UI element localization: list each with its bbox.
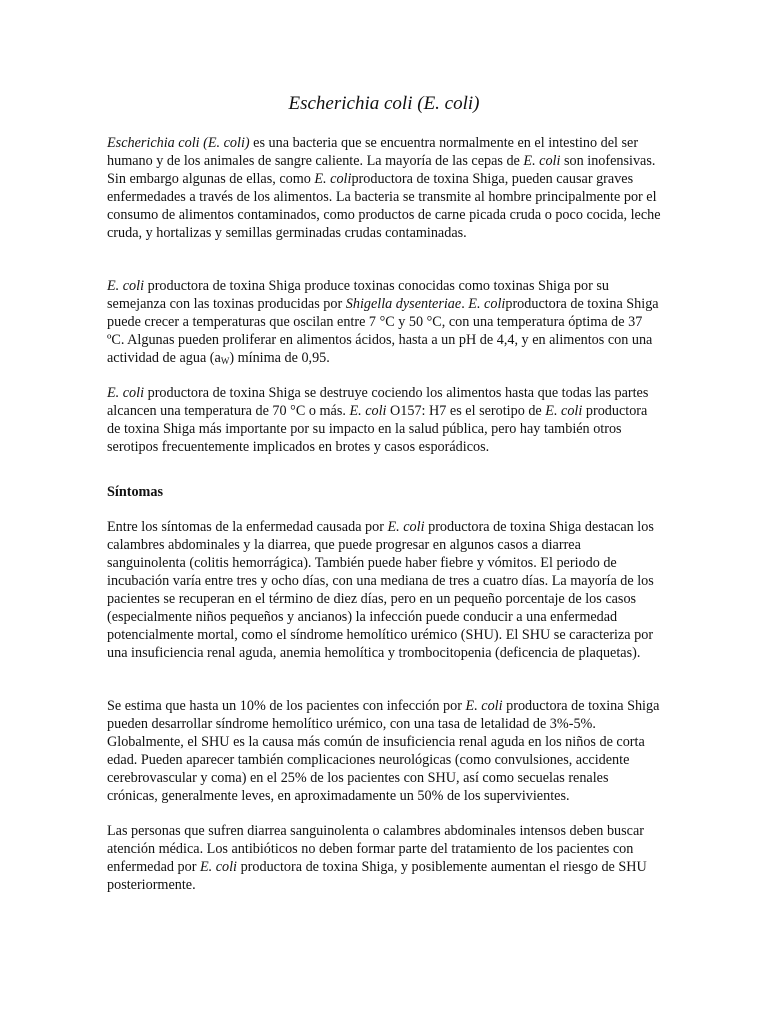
paragraph-treatment [107,822,662,894]
species-name: E. coli [349,403,387,419]
paragraph-cooking [107,384,662,456]
paragraph-text: Las personas que sufren diarrea sanguinolenta o calambres abdominales intensos deben buscar atención médica. Los antibióticos no deben formar parte del tratamiento de los pacientes con enfermedad por [107,823,644,875]
paragraph-text: productora de toxina Shiga puede crecer a temperaturas que oscilan entre 7 °C y 50 °C, con una temperatura óptima de 37 ºC. Algunas pueden proliferar en alimentos ácidos, hasta a un pH de 4,4, y en alimentos con una actividad de agua (a [107,296,659,366]
paragraph-text: productora de toxina Shiga destacan los calambres abdominales y la diarrea, que puede progresar en algunos casos a diarrea sanguinolenta (colitis hemorrágica). También puede haber fiebre y vómitos. El periodo de incubación varía entre tres y ocho días, con una mediana de tres a cuatro días. La mayoría de los pacientes se recuperan en el término de diez días, pero en un pequeño porcentaje de los casos (especialmente niños pequeños y ancianos) la infección puede conducir a una enfermedad potencialmente mortal, como el síndrome hemolítico urémico (SHU). El SHU se caracteriza por una insuficiencia renal aguda, anemia hemolítica y trombocitopenia (deficencia de plaquetas). [107,519,654,661]
species-name: E. coli [107,278,145,294]
species-name: Escherichia coli (E. coli) [107,135,250,151]
species-name: E. coli [465,698,503,714]
paragraph-text: . [461,296,469,312]
section-heading: Síntomas [107,484,163,500]
paragraph-text: productora de toxina Shiga más importante por su impacto en la salud pública, pero hay también otros serotipos frecuentemente implicados en brotes y casos esporádicos. [107,403,648,455]
paragraph-text: O157: H7 es el serotipo de [386,403,546,419]
paragraph-text: productora de toxina Shiga se destruye cociendo los alimentos hasta que todas las partes alcancen una temperatura de 70 °C o más. [107,385,649,419]
species-name: Shigella dysenteriae [345,296,462,312]
paragraph-text: productora de toxina Shiga, y posiblemente aumentan el riesgo de SHU posteriormente. [107,859,647,893]
paragraph-text: productora de toxina Shiga pueden desarrollar síndrome hemolítico urémico, con una tasa de letalidad de 3%-5%. Globalmente, el SHU es la causa más común de insuficiencia renal aguda en los niños de corta edad. Pueden aparecer también complicaciones neurológicas (como convulsiones, accidente cerebrovascular y coma) en el 25% de los pacientes con SHU, así como secuelas renales crónicas, generalmente leves, en aproximadamente un 50% de los supervivientes. [107,698,660,804]
species-name: E. coli [387,519,425,535]
species-name: E. coli [107,385,145,401]
subscript-w: W [220,356,230,366]
species-name: E. coli [468,296,506,312]
species-name: E. coli [199,859,238,875]
paragraph-text: productora de toxina Shiga, pueden causar graves enfermedades a través de los alimentos. La bacteria se transmite al hombre principalmente por el consumo de alimentos contaminados, como productos de carne picada cruda o poco cocida, leche cruda, y hortalizas y semillas germinadas crudas contaminadas. [107,171,661,241]
paragraph-symptoms [107,518,662,662]
paragraph-text: Se estima que hasta un 10% de los pacientes con infección por [107,698,466,714]
document-title: Escherichia coli (E. coli) [288,93,480,114]
paragraph-text: son inofensivas. Sin embargo algunas de ellas, como [107,153,656,187]
paragraph-intro [107,134,662,242]
paragraph-text: ) mínima de 0,95. [229,350,330,366]
paragraph-text: es una bacteria que se encuentra normalmente en el intestino del ser humano y de los animales de sangre caliente. La mayoría de las cepas de [107,135,639,169]
paragraph-text: productora de toxina Shiga produce toxinas conocidas como toxinas Shiga por su semejanza con las toxinas producidas por [107,278,609,312]
species-name: E. coli [545,403,583,419]
species-name: E. coli [314,171,352,187]
species-name: E. coli [523,153,561,169]
paragraph-toxins [107,277,662,370]
paragraph-text: Entre los síntomas de la enfermedad causada por [107,519,388,535]
paragraph-shu [107,697,662,805]
